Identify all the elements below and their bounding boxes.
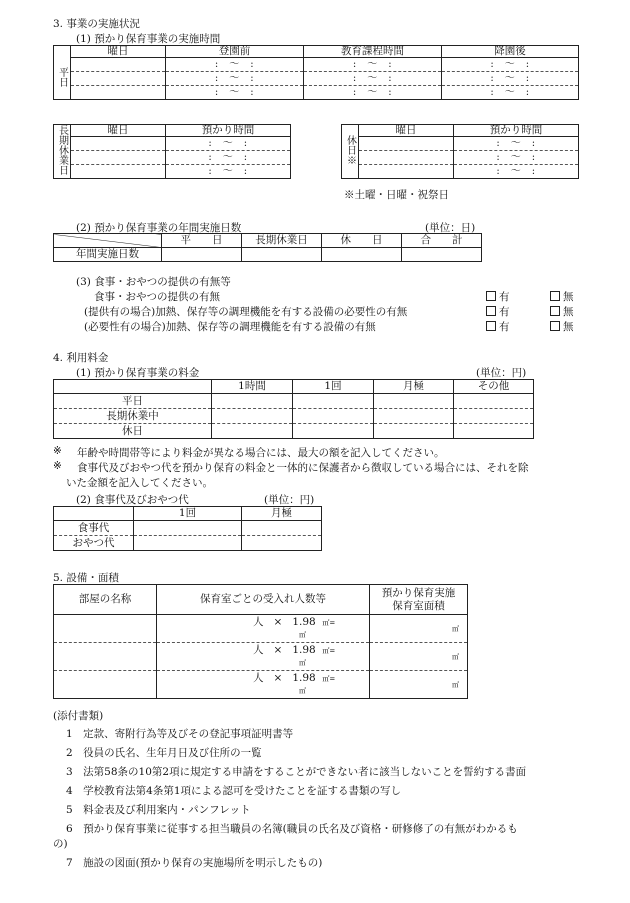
room-name-cell[interactable] [54,615,157,643]
attachment-item-3: 3 法第58条の10第2項に規定する申請をすることができない者に該当しないことを誓約する書面 [66,766,527,778]
unit-label: (単位：円) [476,367,527,379]
row-annual-days: 年間実施日数 [54,248,162,262]
day-cell[interactable] [71,58,166,72]
value-cell[interactable] [162,248,242,262]
day-cell[interactable] [71,137,166,151]
checkbox-icon [486,321,496,331]
row-label-weekday: 平日 [56,66,68,87]
fee-cell[interactable] [134,536,242,551]
subsection-3-1-title: (1) 預かり保育事業の実施時間 [76,33,221,45]
fee-cell[interactable] [374,409,454,424]
facility-table [53,584,468,699]
row-meal: 食事代 [54,521,134,536]
capacity-formula[interactable]: 人 × 1.98 ㎡=㎡ [157,615,370,643]
col-once: 1回 [293,380,374,394]
fee-cell[interactable] [374,424,454,439]
time-cell[interactable]: : ～ : [442,58,579,72]
col-room-name: 部屋の名称 [54,585,157,615]
section-5-title: 5. 設備・面積 [53,572,119,584]
fee-cell[interactable] [293,394,374,409]
fee-table [53,379,534,439]
section-4-title: 4. 利用料金 [53,352,109,364]
value-cell[interactable] [242,248,322,262]
row-weekday: 平日 [54,394,212,409]
time-cell[interactable]: : ～ : [304,58,442,72]
checkbox-yes-2[interactable]: 有 [486,304,510,319]
col-area: 預かり保育実施 保育室面積 [370,585,468,615]
fee-note-2a: 食事代及びおやつ代を預かり保育の料金と一体的に保護者から徴収している場合には、それを除 [77,462,529,474]
row-label-long-holiday: 長期休業日 [56,125,68,175]
unit-label: (単位：日) [425,222,476,234]
fee-cell[interactable] [212,409,293,424]
room-name-cell[interactable] [54,643,157,671]
capacity-formula[interactable]: 人 × 1.98 ㎡=㎡ [157,671,370,699]
attachment-item-1: 1 定款、寄附行為等及びその登記事項証明書等 [66,728,294,740]
fee-cell[interactable] [242,521,322,536]
attachment-item-4: 4 学校教育法第4条第1項による認可を受けたことを証する書類の写し [66,785,402,797]
section-3-title: 3. 事業の実施状況 [53,18,140,30]
col-once: 1回 [134,507,242,521]
row-holiday: 休日 [54,424,212,439]
fee-note-1: 年齢や時間帯等により料金が異なる場合には、最大の額を記入してください。 [77,447,445,459]
time-cell[interactable]: : ～ : [304,86,442,100]
day-cell[interactable] [71,86,166,100]
row-label-holiday: 休日※ [344,135,356,165]
checkbox-icon [550,321,560,331]
holiday-note: ※土曜・日曜・祝祭日 [344,189,449,201]
area-cell[interactable]: ㎡ [370,615,468,643]
checkbox-yes-3[interactable]: 有 [486,319,510,334]
fee-cell[interactable] [242,536,322,551]
subsection-3-3-title: (3) 食事・おやつの提供の有無等 [76,276,231,288]
fee-cell[interactable] [293,424,374,439]
time-cell[interactable]: : ～ : [454,151,579,165]
checkbox-icon [550,291,560,301]
annual-days-table [53,233,482,262]
col-monthly: 月極 [242,507,322,521]
day-cell[interactable] [359,165,454,179]
fee-cell[interactable] [374,394,454,409]
fee-cell[interactable] [454,394,534,409]
meal-fee-table [53,506,322,551]
col-before: 登園前 [166,46,304,58]
meal-question-3: (必要性有の場合)加熱、保存等の調理機能を有する設備の有無 [84,321,376,333]
capacity-formula[interactable]: 人 × 1.98 ㎡=㎡ [157,643,370,671]
note-mark: ※ [53,460,62,472]
attachment-item-7: 7 施設の図面(預かり保育の実施場所を明示したもの) [66,857,323,869]
fee-cell[interactable] [212,394,293,409]
meal-question-1: 食事・おやつの提供の有無 [94,291,220,303]
time-cell[interactable]: : ～ : [454,137,579,151]
time-cell[interactable]: : ～ : [166,165,291,179]
fee-cell[interactable] [454,424,534,439]
col-time: 預かり時間 [454,125,579,137]
row-snack: おやつ代 [54,536,134,551]
long-holiday-table [53,124,291,179]
fee-cell[interactable] [293,409,374,424]
holiday-table [341,124,579,179]
time-cell[interactable]: : ～ : [442,72,579,86]
time-cell[interactable]: : ～ : [166,151,291,165]
attachment-item-6b: の) [53,838,68,850]
checkbox-no-1[interactable]: 無 [550,289,574,304]
col-long-holiday: 長期休業日 [242,234,322,248]
area-cell[interactable]: ㎡ [370,643,468,671]
day-cell[interactable] [71,165,166,179]
col-day: 曜日 [71,125,166,137]
day-cell[interactable] [71,72,166,86]
col-other: その他 [454,380,534,394]
checkbox-no-3[interactable]: 無 [550,319,574,334]
attachments-title: (添付書類) [53,710,104,722]
time-cell[interactable]: : ～ : [442,86,579,100]
value-cell[interactable] [322,248,402,262]
room-name-cell[interactable] [54,671,157,699]
row-long-holiday: 長期休業中 [54,409,212,424]
attachment-item-6a: 6 預かり保育事業に従事する担当職員の名簿(職員の氏名及び資格・研修修了の有無がわかるも [66,823,518,835]
time-cell[interactable]: : ～ : [166,72,304,86]
attachment-item-5: 5 料金表及び利用案内・パンフレット [66,804,251,816]
col-course: 教育課程時間 [304,46,442,58]
col-after: 降園後 [442,46,579,58]
subsection-3-2-title: (2) 預かり保育事業の年間実施日数 [76,222,242,234]
col-capacity: 保育室ごとの受入れ人数等 [157,585,370,615]
day-cell[interactable] [71,151,166,165]
col-day: 曜日 [71,46,166,58]
time-cell[interactable]: : ～ : [166,58,304,72]
time-cell[interactable]: : ～ : [454,165,579,179]
col-total: 合 計 [402,234,482,248]
checkbox-yes-1[interactable]: 有 [486,289,510,304]
checkbox-no-2[interactable]: 無 [550,304,574,319]
fee-cell[interactable] [454,409,534,424]
time-cell[interactable]: : ～ : [304,72,442,86]
weekday-hours-table [53,45,579,100]
note-mark: ※ [53,445,62,457]
fee-cell[interactable] [134,521,242,536]
col-1hour: 1時間 [212,380,293,394]
time-cell[interactable]: : ～ : [166,137,291,151]
checkbox-icon [486,306,496,316]
subsection-4-2-title: (2) 食事代及びおやつ代 [76,494,189,506]
col-day: 曜日 [359,125,454,137]
checkbox-icon [486,291,496,301]
fee-note-2b: いた金額を記入してください。 [66,477,213,489]
attachment-item-2: 2 役員の氏名、生年月日及び住所の一覧 [66,747,262,759]
fee-cell[interactable] [212,424,293,439]
meal-question-2: (提供有の場合)加熱、保存等の調理機能を有する設備の必要性の有無 [84,306,408,318]
unit-label: (単位：円) [264,494,315,506]
col-weekday: 平 日 [162,234,242,248]
day-cell[interactable] [359,137,454,151]
day-cell[interactable] [359,151,454,165]
checkbox-icon [550,306,560,316]
time-cell[interactable]: : ～ : [166,86,304,100]
subsection-4-1-title: (1) 預かり保育事業の料金 [76,367,200,379]
col-time: 預かり時間 [166,125,291,137]
value-cell[interactable] [402,248,482,262]
col-monthly: 月極 [374,380,454,394]
area-cell[interactable]: ㎡ [370,671,468,699]
col-holiday: 休 日 [322,234,402,248]
